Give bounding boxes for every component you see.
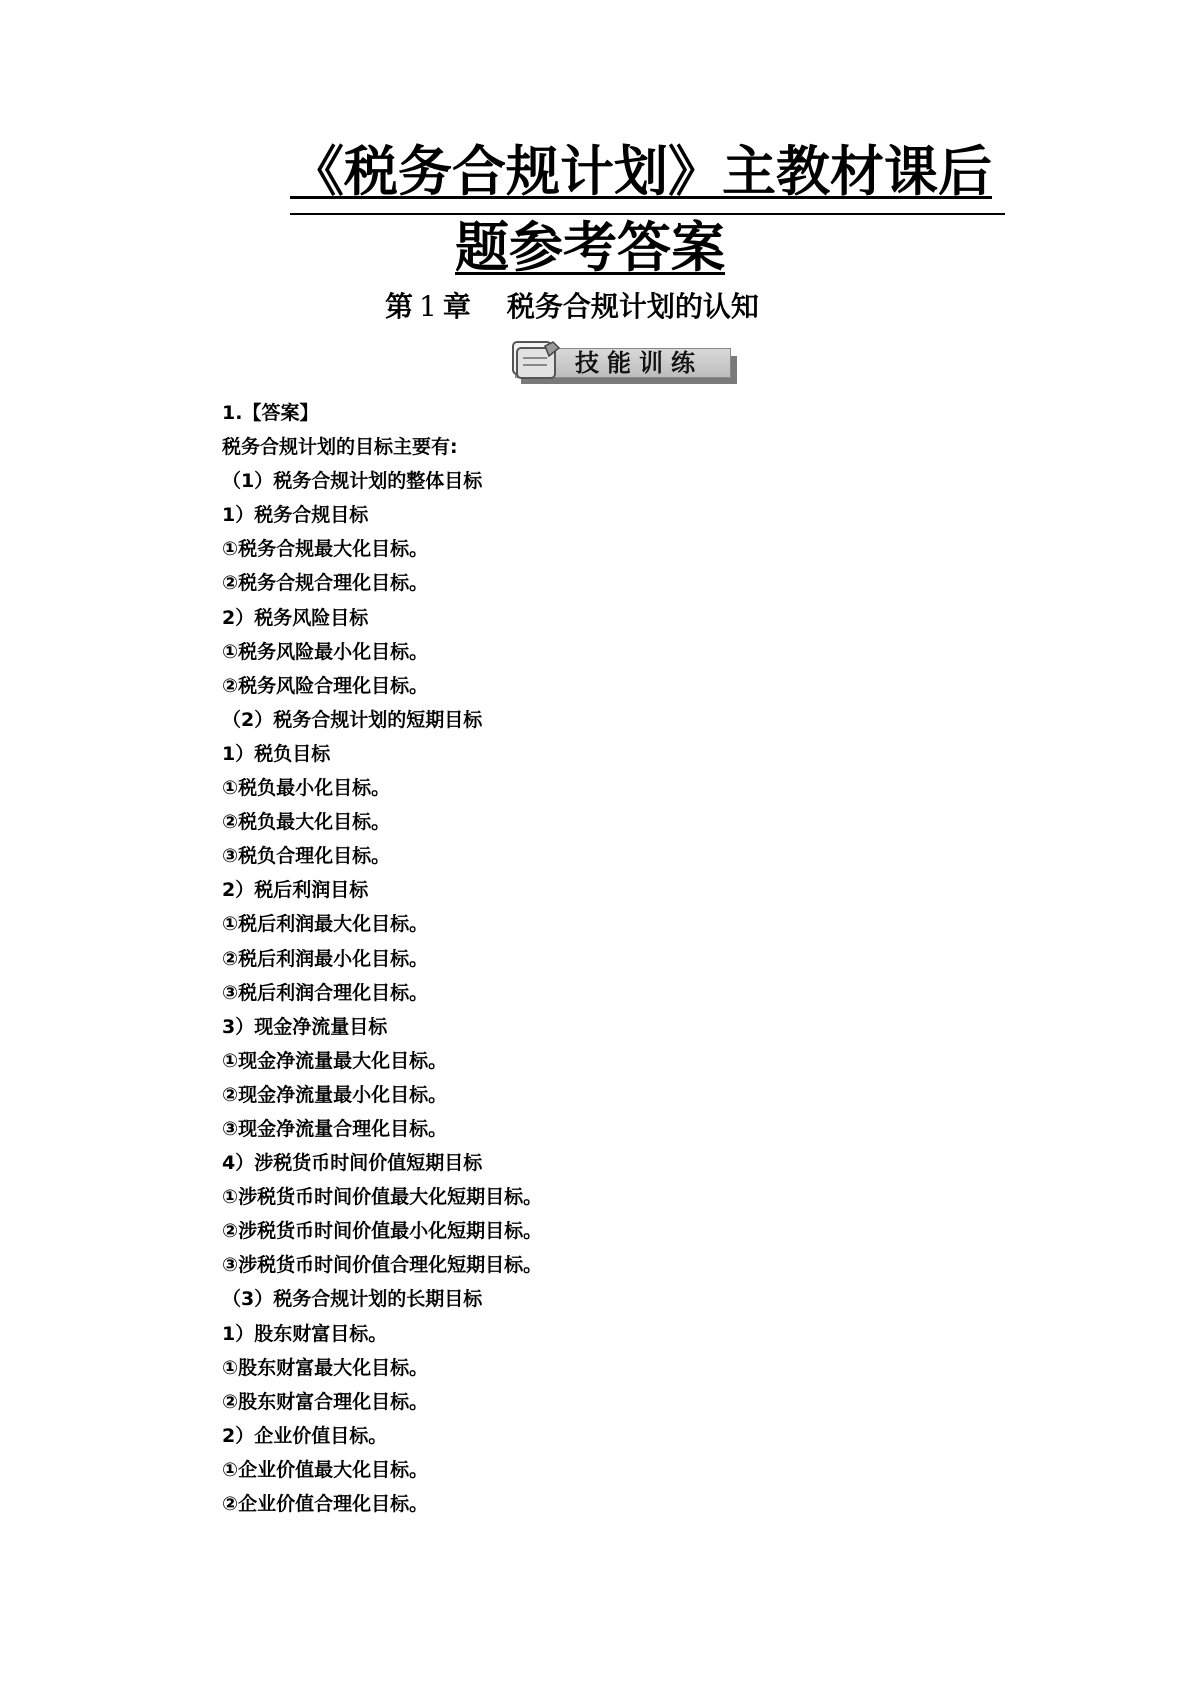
chapter-prefix: 第	[385, 290, 414, 323]
answer-line: ①现金净流量最大化目标。	[222, 1049, 448, 1072]
banner-label: 技能训练	[575, 349, 703, 377]
answer-line: ②税负最大化目标。	[222, 811, 391, 834]
answer-line: ②涉税货币时间价值最小化短期目标。	[222, 1220, 543, 1243]
answer-line: （3）税务合规计划的长期目标	[222, 1288, 483, 1311]
answer-line: 3）现金净流量目标	[222, 1015, 388, 1038]
answer-line: ①企业价值最大化目标。	[222, 1458, 429, 1481]
title-line-2: 题参考答案	[455, 216, 725, 279]
answer-line: （2）税务合规计划的短期目标	[222, 708, 483, 731]
chapter-suffix: 章	[442, 290, 471, 323]
answer-list	[222, 396, 542, 1521]
answer-line: 税务合规计划的目标主要有:	[222, 436, 458, 459]
answer-line: 2）企业价值目标。	[222, 1424, 388, 1447]
answer-line: 1）税务合规目标	[222, 504, 369, 527]
answer-line: ③税负合理化目标。	[222, 845, 391, 868]
chapter-number: 1	[419, 290, 437, 323]
title-rule	[290, 213, 1005, 215]
answer-line: ③现金净流量合理化目标。	[222, 1117, 448, 1140]
chapter-heading	[385, 290, 759, 324]
answer-line: ②税务合规合理化目标。	[222, 572, 429, 595]
answer-line: 4）涉税货币时间价值短期目标	[222, 1152, 483, 1175]
answer-line: ①涉税货币时间价值最大化短期目标。	[222, 1186, 543, 1209]
answer-line: ②现金净流量最小化目标。	[222, 1083, 448, 1106]
title-line-1: 《税务合规计划》主教材课后	[290, 140, 992, 203]
chapter-name: 税务合规计划的认知	[506, 290, 759, 323]
answer-line: ②股东财富合理化目标。	[222, 1390, 429, 1413]
answer-line: 2）税务风险目标	[222, 606, 369, 629]
answer-line: ①股东财富最大化目标。	[222, 1356, 429, 1379]
answer-line: ②税后利润最小化目标。	[222, 947, 429, 970]
answer-line: 1）税负目标	[222, 742, 331, 765]
answer-line: ③涉税货币时间价值合理化短期目标。	[222, 1254, 543, 1277]
answer-line: 1）股东财富目标。	[222, 1322, 388, 1345]
answer-line: （1）税务合规计划的整体目标	[222, 470, 483, 493]
answer-line: ③税后利润合理化目标。	[222, 981, 429, 1004]
answer-line: 2）税后利润目标	[222, 879, 369, 902]
notebook-pencil-icon	[507, 338, 567, 382]
skill-training-banner	[507, 338, 739, 386]
answer-line: ①税后利润最大化目标。	[222, 913, 429, 936]
answer-line: ②税务风险合理化目标。	[222, 674, 429, 697]
answer-line: ①税务风险最小化目标。	[222, 640, 429, 663]
answer-line: ①税负最小化目标。	[222, 777, 391, 800]
answer-line: ①税务合规最大化目标。	[222, 538, 429, 561]
answer-line: 1.【答案】	[222, 402, 319, 424]
answer-line: ②企业价值合理化目标。	[222, 1493, 429, 1515]
